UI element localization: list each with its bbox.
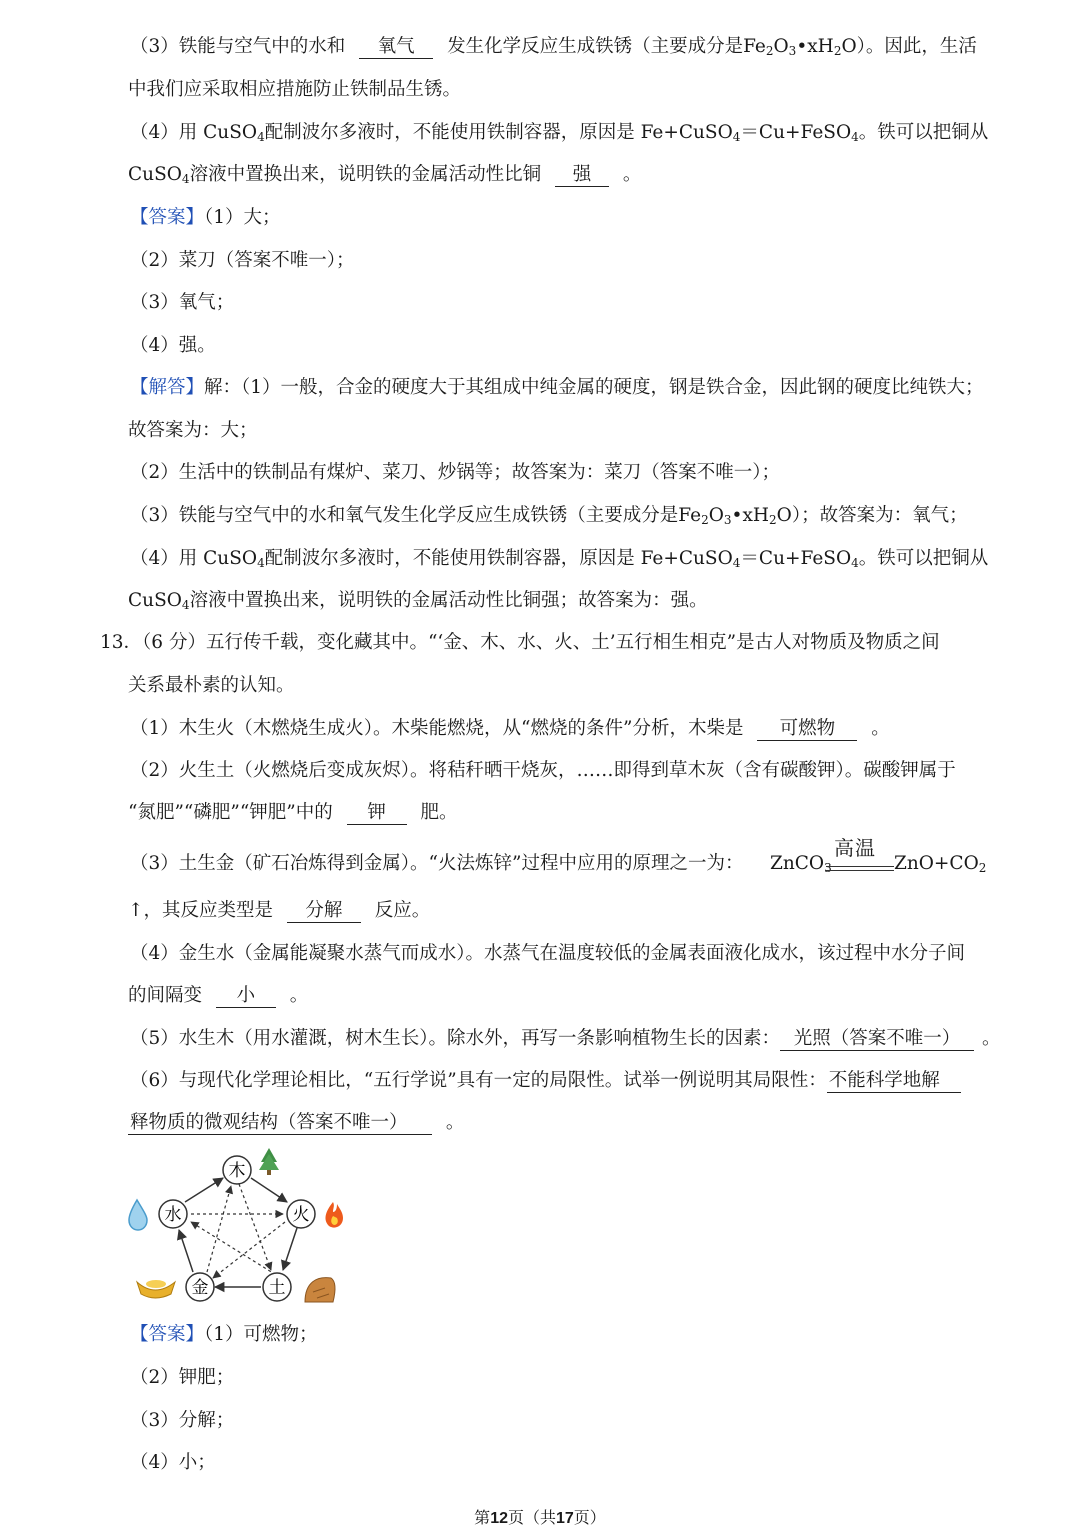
q13-sub6-line1: （6）与现代化学理论相比，“五行学说”具有一定的局限性。试举一例说明其局限性： 不能科学地解	[130, 1068, 1080, 1094]
svg-text:木: 木	[228, 1161, 246, 1181]
answer-1-line2: （2）菜刀（答案不唯一）；	[130, 250, 355, 271]
svg-text:土: 土	[268, 1278, 286, 1298]
node-metal	[186, 1273, 214, 1301]
reaction-formula	[768, 832, 987, 892]
formula-bar-bottom	[826, 870, 894, 871]
explanation-line1: 【解答】解：（1）一般，合金的硬度大于其组成中纯金属的硬度，钢是铁合金，因此钢的硬度比纯铁大；	[130, 377, 984, 398]
total-page-number: 17	[556, 1510, 574, 1527]
soil-pile-icon	[305, 1278, 335, 1302]
q13-sub6-blank-part1: 不能科学地解	[827, 1070, 961, 1093]
svg-text:火: 火	[292, 1205, 310, 1225]
q13-sub3-line1: （3）土生金（矿石冶炼得到金属）。“火法炼锌”过程中应用的原理之一为：	[130, 853, 744, 874]
answer-1-line4: （4）强。	[130, 335, 216, 356]
node-water	[159, 1200, 187, 1228]
q13-sub2-blank: 钾	[347, 802, 407, 825]
svg-text:金: 金	[191, 1278, 209, 1298]
q13-sub1-blank: 可燃物	[757, 718, 857, 741]
arrow-fire-to-earth	[283, 1228, 297, 1270]
q13-sub6-blank-part2: 释物质的微观结构（答案不唯一）	[128, 1112, 432, 1135]
arrow-water-to-wood	[185, 1178, 223, 1202]
explanation-line4: （3）铁能与空气中的水和氧气发生化学反应生成铁锈（主要成分是$Fe_2O_3•xH_2O$）；故答案为：氧气；	[130, 505, 968, 527]
q13-sub2-line2: “氮肥”“磷肥”“钾肥”中的 钾 肥。	[128, 802, 458, 823]
q12-sub3-blank: 氧气	[359, 36, 433, 59]
dashed-metal-to-wood	[207, 1186, 231, 1272]
arrow-metal-to-water	[179, 1230, 193, 1272]
arrow-wood-to-fire	[251, 1178, 287, 1202]
answer-2-line2: （2）钾肥；	[130, 1367, 235, 1388]
q12-sub4-line1: （4）用 CuSO$_4$配制波尔多液时，不能使用铁制容器，原因是 Fe+CuSO$_4$＝Cu+FeSO$_4$。铁可以把铜从	[130, 122, 989, 144]
tree-icon	[259, 1148, 279, 1175]
q12-sub3-line1: （3）铁能与空气中的水和 氧气 发生化学反应生成铁锈（主要成分是$Fe_2O_3•xH_2O$）。因此，生活	[130, 36, 977, 58]
q12-sub4-line2: CuSO$_4$溶液中置换出来，说明铁的金属活动性比铜 强 。	[128, 164, 642, 186]
formula-products: $ZnO+CO_2$	[894, 853, 987, 875]
current-page-number: 12	[490, 1510, 508, 1527]
node-earth	[263, 1273, 291, 1301]
q13-sub3-blank: 分解	[287, 900, 361, 923]
five-elements-diagram	[125, 1142, 355, 1312]
page-footer: 第12页（共17页）	[474, 1508, 606, 1527]
q13-sub5-blank: 光照（答案不唯一）	[780, 1028, 974, 1051]
q13-sub3-line2: ↑，其反应类型是 分解 反应。	[128, 900, 431, 921]
answer-1-line3: （3）氧气；	[130, 292, 235, 313]
q13-sub4-line2: 的间隔变 小 。	[128, 985, 309, 1006]
dashed-earth-to-water	[191, 1222, 281, 1278]
formula-condition: 高温	[834, 836, 876, 860]
answer-2-line1: 【答案】（1）可燃物；	[130, 1324, 318, 1345]
explanation-line5: （4）用 CuSO$_4$配制波尔多液时，不能使用铁制容器，原因是 Fe+CuSO$_4$＝Cu+FeSO$_4$。铁可以把铜从	[130, 548, 989, 570]
answer-tag: 【答案】	[130, 1324, 205, 1345]
q13-sub2-line1: （2）火生土（火燃烧后变成灰烬）。将秸秆晒干烧灰，……即得到草木灰（含有碳酸钾）。碳酸钾属于	[130, 760, 956, 781]
dashed-fire-to-metal	[213, 1222, 285, 1278]
svg-text:水: 水	[164, 1205, 182, 1225]
flame-icon	[326, 1202, 343, 1228]
explanation-line3: （2）生活中的铁制品有煤炉、菜刀、炒锅等；故答案为：菜刀（答案不唯一）；	[130, 462, 781, 483]
node-fire	[287, 1200, 315, 1228]
answer-tag: 【答案】	[130, 207, 205, 228]
explanation-tag: 【解答】	[130, 377, 205, 398]
answer-2-line4: （4）小；	[130, 1452, 216, 1473]
q13-sub4-blank: 小	[216, 985, 276, 1008]
water-drop-icon	[129, 1200, 147, 1230]
explanation-line6: CuSO$_4$溶液中置换出来，说明铁的金属活动性比铜强；故答案为：强。	[128, 590, 708, 612]
q13-sub5: （5）水生木（用水灌溉，树木生长）。除水外，再写一条影响植物生长的因素： 光照（答案不唯一） 。	[130, 1028, 1001, 1049]
answer-1-line1: 【答案】（1）大；	[130, 207, 281, 228]
q13-sub1: （1）木生火（木燃烧生成火）。木柴能燃烧，从“燃烧的条件”分析，木柴是 可燃物 。	[130, 718, 890, 739]
q12-sub3-line2: 中我们应采取相应措施防止铁制品生锈。	[128, 79, 462, 100]
dashed-wood-to-earth	[239, 1184, 271, 1270]
gold-ingot-icon	[137, 1280, 175, 1298]
explanation-line2: 故答案为：大；	[128, 420, 258, 441]
formula-reactant: ZnCO$_3$	[770, 853, 832, 875]
q13-stem-line2: 关系最朴素的认知。	[128, 675, 295, 696]
q12-sub4-blank: 强	[555, 164, 609, 187]
formula-bar-top	[826, 866, 894, 867]
q13-sub4-line1: （4）金生水（金属能凝聚水蒸气而成水）。水蒸气在温度较低的金属表面液化成水，该过程中水分子间	[130, 943, 966, 964]
answer-2-line3: （3）分解；	[130, 1410, 235, 1431]
q13-sub6-line2: 释物质的微观结构（答案不唯一） 。	[130, 1112, 465, 1133]
node-wood	[223, 1156, 251, 1184]
q13-stem-line1: 13．（6 分）五行传千载，变化藏其中。“‘金、木、水、火、土’五行相生相克”是古人对物质及物质之间	[100, 632, 940, 653]
